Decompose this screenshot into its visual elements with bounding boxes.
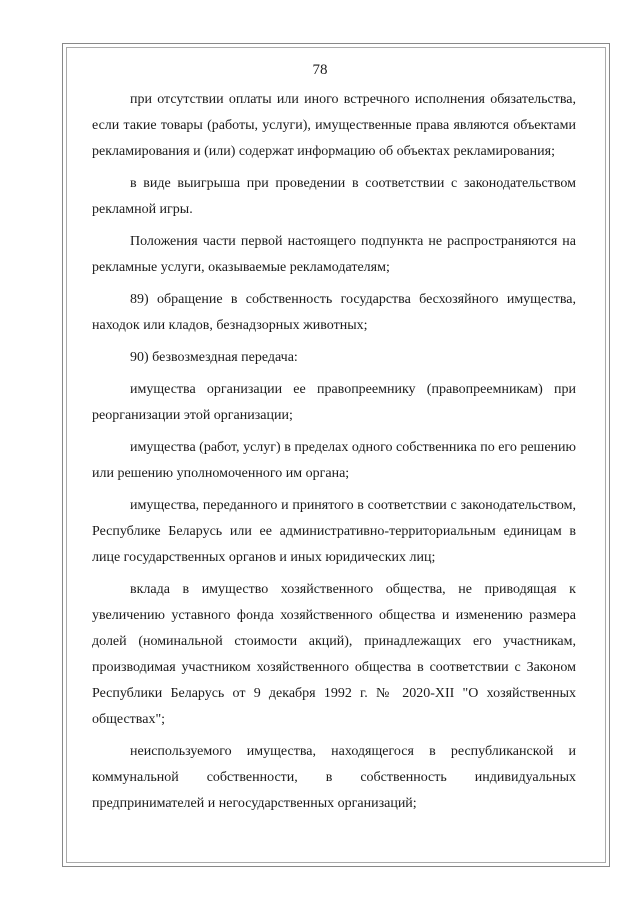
paragraph: 90) безвозмездная передача: [130,350,298,365]
paragraph: имущества (работ, услуг) в пределах одного собственника по его решению или решению уполномоченного им органа; [92,440,576,481]
paragraph: имущества организации ее правопреемнику (правопреемникам) при реорганизации этой организации; [92,382,576,423]
paragraph: при отсутствии оплаты или иного встречного исполнения обязательства, если такие товары (работы, услуги), имущественные права являются объектами рекламирования и (или) содержат информацию об объектах рекламирования; [92,92,576,159]
paragraph: имущества, переданного и принятого в соответствии с законодательством, Республике Беларусь или ее административно-территориальным единицам в лице государственных органов и иных юридических лиц; [92,498,576,565]
paragraph: 89) обращение в собственность государства бесхозяйного имущества, находок или кладов, безнадзорных животных; [92,292,576,333]
page-number: 78 [312,62,328,78]
paragraph: вклада в имущество хозяйственного общества, не приводящая к увеличению уставного фонда хозяйственного общества и изменению размера долей (номинальной стоимости акций), принадлежащих его участникам, производимая участником хозяйственного общества в соответствии с Законом Республики Беларусь от 9 декабря 1992 г. № 2020-XII "О хозяйственных обществах"; [92,582,576,727]
document-body [92,87,576,823]
paragraph: неиспользуемого имущества, находящегося в республиканской и коммунальной собственности, в собственность индивидуальных предпринимателей и негосударственных организаций; [92,744,576,811]
paragraph: в виде выигрыша при проведении в соответствии с законодательством рекламной игры. [92,176,576,217]
paragraph: Положения части первой настоящего подпункта не распространяются на рекламные услуги, оказываемые рекламодателям; [92,234,576,275]
